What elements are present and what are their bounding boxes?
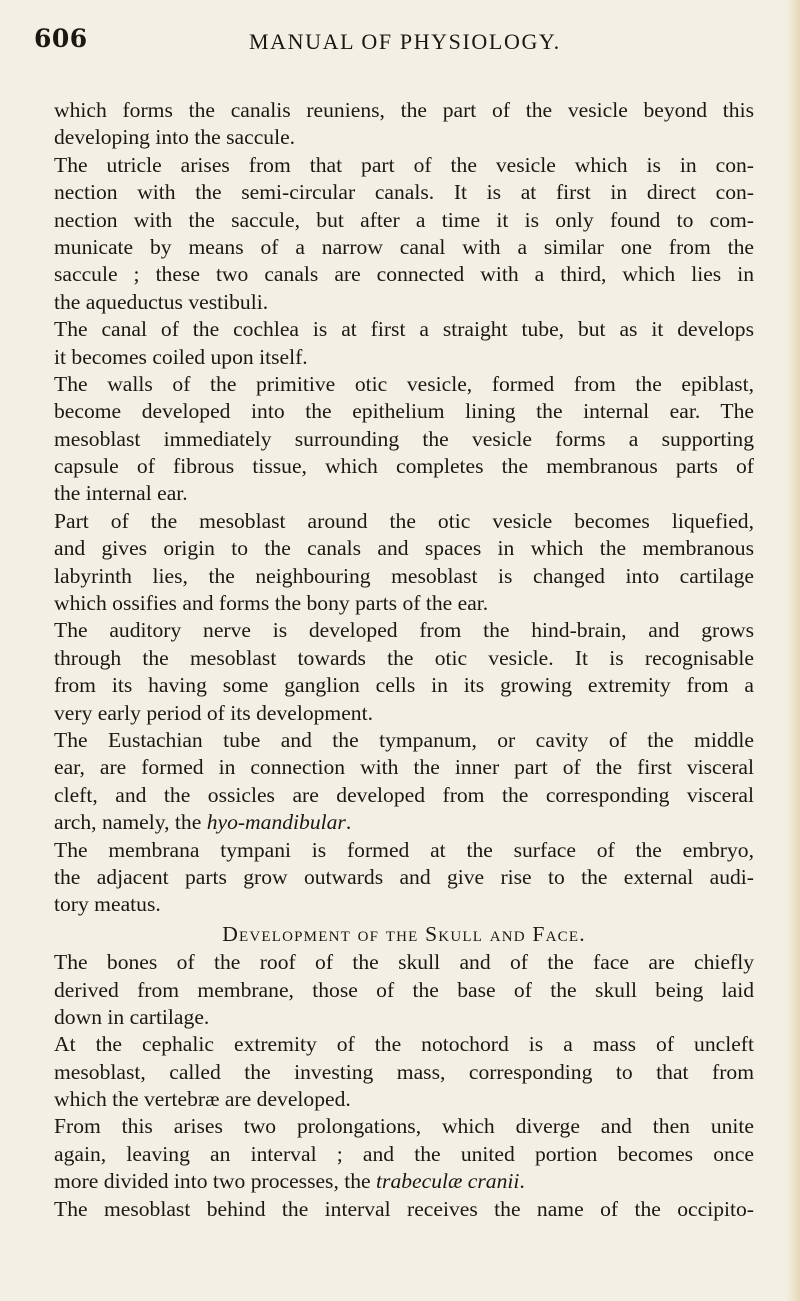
text-line: the adjacent parts grow outwards and give rise to the external audi- [54, 864, 754, 889]
text-line: The canal of the cochlea is at first a straight tube, but as it develops [54, 317, 754, 342]
text-line: down in cartilage. [54, 1004, 210, 1029]
text-line: The walls of the primitive otic vesicle, formed from the epiblast, [54, 371, 754, 396]
text-line: cleft, and the ossicles are developed from the corresponding visceral [54, 782, 754, 807]
text-line: very early period of its development. [54, 700, 374, 725]
text-line-with-italic [54, 809, 754, 836]
text-line: Part of the mesoblast around the otic vesicle becomes liquefied, [54, 508, 754, 533]
text-line: which the vertebræ are developed. [54, 1087, 351, 1112]
text-line: derived from membrane, those of the base of the skull being laid [54, 977, 754, 1002]
text-line-with-italic [54, 1168, 754, 1195]
text-line: the internal ear. [54, 481, 188, 506]
text-fragment: more divided into two processes, the [54, 1169, 377, 1194]
running-title: MANUAL OF PHYSIOLOGY. [249, 29, 561, 54]
text-line: mesoblast, called the investing mass, corresponding to that from [54, 1059, 754, 1084]
text-line: which ossifies and forms the bony parts of the ear. [54, 591, 489, 616]
italic-term: trabeculæ cranii [376, 1169, 520, 1194]
text-line: capsule of fibrous tissue, which completes the membranous parts of [54, 454, 754, 479]
page-header [34, 24, 754, 64]
text-line: the aqueductus vestibuli. [54, 289, 269, 314]
text-line: nection with the saccule, but after a time it is only found to com- [54, 207, 754, 232]
text-line: The Eustachian tube and the tympanum, or cavity of the middle [54, 727, 754, 752]
text-fragment: arch, namely, the [54, 810, 207, 835]
text-line: through the mesoblast towards the otic vesicle. It is recognisable [54, 645, 754, 670]
text-line: At the cephalic extremity of the notochord is a mass of uncleft [54, 1032, 754, 1057]
text-line: labyrinth lies, the neighbouring mesoblast is changed into cartilage [54, 563, 754, 588]
text-line: The auditory nerve is developed from the hind-brain, and grows [54, 618, 754, 643]
text-line: nection with the semi-circular canals. It is at first in direct con- [54, 180, 754, 205]
text-line: and gives origin to the canals and spaces in which the membranous [54, 536, 754, 561]
text-line: which forms the canalis reuniens, the part of the vesicle beyond this [54, 98, 754, 122]
page-number: 606 [34, 24, 88, 53]
text-line: The utricle arises from that part of the vesicle which is in con- [54, 152, 754, 177]
text-line: ear, are formed in connection with the inner part of the first visceral [54, 755, 754, 780]
text-line: tory meatus. [54, 892, 161, 917]
text-line: developing into the saccule. [54, 125, 296, 150]
text-fragment: . [519, 1169, 525, 1194]
text-line: mesoblast immediately surrounding the vesicle forms a supporting [54, 426, 754, 451]
text-line: it becomes coiled upon itself. [54, 344, 308, 369]
body-text [54, 97, 754, 1223]
section-heading: Development of the Skull and Face. [222, 921, 586, 946]
text-line: From this arises two prolongations, which diverge and then unite [54, 1114, 754, 1139]
text-line: The membrana tympani is formed at the surface of the embryo, [54, 837, 754, 862]
page-edge-shadow [786, 0, 800, 1301]
text-line: saccule ; these two canals are connected with a third, which lies in [54, 262, 754, 287]
text-fragment: . [345, 810, 352, 835]
text-line: The bones of the roof of the skull and of the face are chiefly [54, 950, 754, 975]
italic-term: hyo-mandibular [206, 810, 346, 835]
text-line: from its having some ganglion cells in its growing extremity from a [54, 673, 754, 698]
text-line: The mesoblast behind the interval receives the name of the occipito- [54, 1196, 754, 1221]
text-line: become developed into the epithelium lining the internal ear. The [54, 399, 754, 424]
text-line: municate by means of a narrow canal with a similar one from the [54, 234, 754, 259]
text-line: again, leaving an interval ; and the united portion becomes once [54, 1141, 754, 1166]
